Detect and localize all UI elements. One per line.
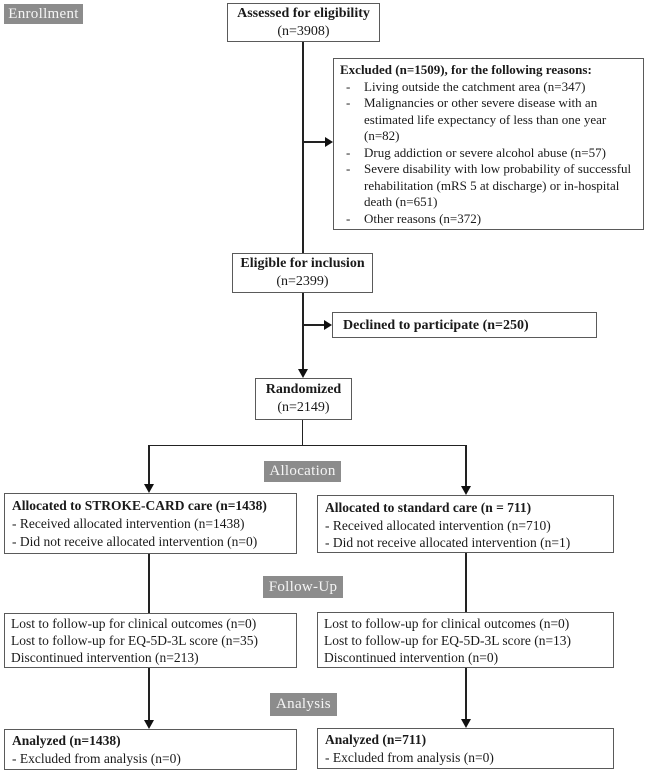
arrowhead-analyzed-left-icon [144,720,154,729]
excluded-reason [340,145,639,162]
analyzed-stroke-card-title: Analyzed (n=1438) [12,733,121,748]
assessed-box [227,3,380,42]
randomized-title: Randomized [265,382,342,397]
connector-assessed-to-eligible [302,42,304,253]
bullet-dash: - [346,95,351,110]
excluded-reason [340,211,639,228]
allocated-standard-line: - Did not receive allocated intervention (n=1) [325,535,571,550]
followup-stroke-card-box [4,613,297,668]
analyzed-standard-line: - Excluded from analysis (n=0) [325,750,494,765]
arrowhead-randomized-icon [298,369,308,378]
stage-label-allocation: Allocation [264,461,341,482]
connector-followup-to-analysis-right [465,668,467,719]
eligible-title: Eligible for inclusion [240,256,365,271]
randomized-box [255,378,352,420]
connector-alloc-to-followup-left [148,554,150,613]
arrowhead-analyzed-right-icon [461,719,471,728]
excluded-reason-text: Drug addiction or severe alcohol abuse (n=57) [364,144,606,160]
allocated-stroke-card-title: Allocated to STROKE-CARD care (n=1438) [12,498,267,513]
followup-standard-box [317,612,614,668]
bullet-dash: - [346,78,351,94]
excluded-reason [340,95,639,145]
excluded-reason-text: Malignancies or other severe disease with an estimated life expectancy of less than one year (n=82) [364,95,607,143]
connector-alloc-to-followup-right [465,553,467,612]
followup-standard-line: Lost to follow-up for clinical outcomes (n=0) [324,616,570,631]
assessed-n: (n=3908) [277,23,330,39]
stage-label-enrollment: Enrollment [4,4,83,24]
eligible-n: (n=2399) [276,274,329,289]
connector-split-horizontal [149,445,467,446]
excluded-reason-text: Living outside the catchment area (n=347) [364,78,586,94]
excluded-reason [340,79,639,96]
followup-stroke-card-line: Lost to follow-up for EQ-5D-3L score (n=35) [11,633,259,648]
followup-stroke-card-line: Discontinued intervention (n=213) [11,650,199,665]
arrowhead-excluded-icon [325,137,333,147]
excluded-box [333,58,644,230]
connector-randomized-stem [302,420,303,446]
followup-standard-line: Discontinued intervention (n=0) [324,650,499,665]
connector-split-right-drop [465,445,467,486]
bullet-dash: - [346,161,351,176]
arrowhead-declined-icon [324,320,332,330]
analyzed-standard-title: Analyzed (n=711) [325,732,427,747]
followup-standard-line: Lost to follow-up for EQ-5D-3L score (n=13) [324,633,572,648]
connector-eligible-to-randomized [302,293,304,369]
allocated-standard-title: Allocated to standard care (n = 711) [325,500,532,515]
connector-branch-excluded [303,141,325,143]
bullet-dash: - [346,210,351,226]
excluded-title: Excluded (n=1509), for the following reasons: [340,62,592,77]
allocated-stroke-card-line: - Did not receive allocated intervention (n=0) [12,534,258,549]
followup-stroke-card-line: Lost to follow-up for clinical outcomes (n=0) [11,616,257,631]
connector-branch-declined [303,324,324,326]
allocated-standard-line: - Received allocated intervention (n=710) [325,517,551,533]
assessed-title: Assessed for eligibility [237,5,370,21]
excluded-reason-text: Severe disability with low probability of successful rehabilitation (mRS 5 at discharge) or in-hospital death (n=651) [364,161,632,209]
analyzed-stroke-card-box [4,729,297,770]
connector-split-left-drop [148,445,150,484]
allocated-stroke-card-box [4,493,297,554]
stage-label-follow-up: Follow-Up [263,576,343,598]
analyzed-stroke-card-line: - Excluded from analysis (n=0) [12,751,181,766]
declined-box: Declined to participate (n=250) [332,312,597,338]
stage-label-analysis: Analysis [270,693,337,716]
arrowhead-alloc-left-icon [144,484,154,493]
allocated-stroke-card-line: - Received allocated intervention (n=1438) [12,516,245,531]
excluded-reason [340,161,639,211]
analyzed-standard-box [317,728,614,769]
arrowhead-alloc-right-icon [461,486,471,495]
allocated-standard-box [317,495,614,553]
excluded-reason-text: Other reasons (n=372) [364,210,482,226]
bullet-dash: - [346,144,351,160]
eligible-box [232,253,373,293]
randomized-n: (n=2149) [277,400,330,415]
connector-followup-to-analysis-left [148,668,150,720]
